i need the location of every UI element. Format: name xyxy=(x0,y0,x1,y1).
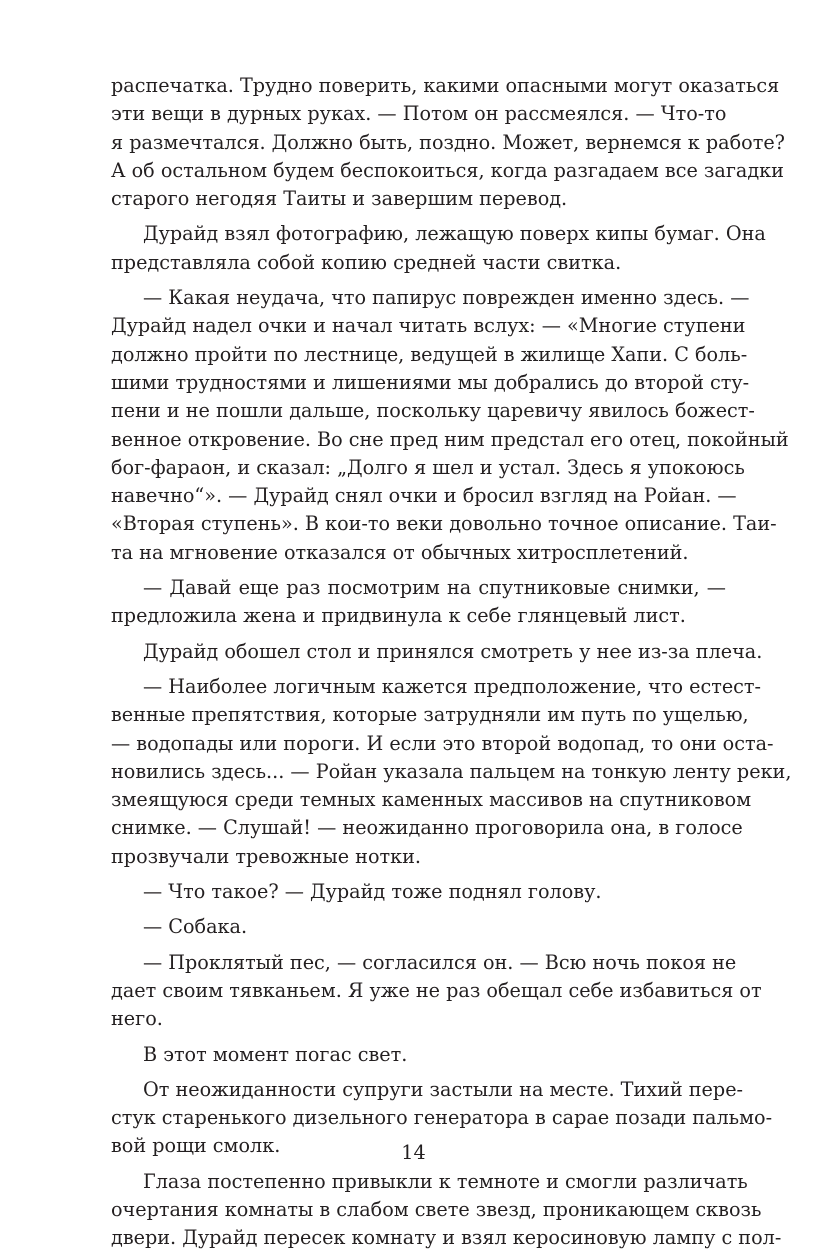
text-line: новились здесь... — Ройан указала пальцем на тонкую ленту реки, xyxy=(111,759,792,783)
paragraph xyxy=(111,1168,782,1253)
text-line: распечатка. Трудно поверить, какими опасными могут оказаться xyxy=(111,74,780,97)
text-line: бог-фараон, и сказал: „Долго я шел и устал. Здесь я упокоюсь xyxy=(111,455,745,479)
text-line: Дурайд взял фотографию, лежащую поверх кипы бумаг. Она xyxy=(143,222,766,246)
text-line: снимке. — Слушай! — неожиданно проговорила она, в голосе xyxy=(111,816,743,840)
text-line: стук старенького дизельного генератора в сарае позади пальмо- xyxy=(111,1106,773,1130)
text-line: — Давай еще раз посмотрим на спутниковые снимки, — xyxy=(143,576,726,600)
text-line: А об остальном будем беспокоиться, когда разгадаем все загадки xyxy=(111,158,784,182)
text-line: предложила жена и придвинула к себе глянцевый лист. xyxy=(111,604,686,628)
paragraph xyxy=(111,673,792,871)
paragraph-gap xyxy=(111,277,726,284)
text-line: — Проклятый пес, — согласился он. — Всю ночь покоя не xyxy=(143,950,737,974)
paragraph xyxy=(111,284,789,567)
text-line: пени и не пошли дальше, поскольку царевичу явилось божест- xyxy=(111,399,755,423)
paragraph-gap xyxy=(111,1069,726,1076)
text-line: дает своим тявканьем. Я уже не раз обещал себе избавиться от xyxy=(111,978,762,1002)
text-line: должно пройти по лестнице, ведущей в жилище Хапи. С боль- xyxy=(111,342,748,366)
text-line: двери. Дурайд пересек комнату и взял керосиновую лампу с пол- xyxy=(111,1226,782,1250)
text-line: — Собака. xyxy=(143,915,248,939)
text-line: Дурайд обошел стол и принялся смотреть у нее из-за плеча. xyxy=(143,639,763,663)
text-line: представляла собой копию средней части свитка. xyxy=(111,250,622,274)
paragraph xyxy=(111,72,785,213)
paragraph-gap xyxy=(111,213,726,220)
text-line: венные препятствия, которые затрудняли им путь по ущелью, xyxy=(111,703,749,727)
paragraph-gap xyxy=(111,666,726,673)
text-line: От неожиданности супруги застыли на месте. Тихий пере- xyxy=(143,1077,744,1101)
page-number: 14 xyxy=(401,1141,426,1164)
paragraph-gap xyxy=(111,906,726,913)
text-line: — Какая неудача, что папирус поврежден именно здесь. — xyxy=(143,286,750,310)
text-line: старого негодяя Таиты и завершим перевод. xyxy=(111,187,568,211)
paragraph-gap xyxy=(111,871,726,878)
text-line: эти вещи в дурных руках. — Потом он рассмеялся. — Что-то xyxy=(111,102,727,126)
text-line: змеящуюся среди темных каменных массивов на спутниковом xyxy=(111,788,752,812)
text-line: — Наиболее логичным кажется предположение, что естест- xyxy=(143,674,762,698)
text-line: вой рощи смолк. xyxy=(111,1134,281,1158)
text-line: В этот момент погас свет. xyxy=(143,1042,408,1066)
text-line: шими трудностями и лишениями мы добрались до второй сту- xyxy=(111,370,750,394)
paragraph-gap xyxy=(111,631,726,638)
text-line: — водопады или пороги. И если это второй водопад, то они оста- xyxy=(111,731,774,755)
paragraph xyxy=(111,220,766,277)
text-line: прозвучали тревожные нотки. xyxy=(111,844,421,868)
paragraph xyxy=(111,574,726,631)
body-text xyxy=(111,72,792,1253)
text-line: Дурайд надел очки и начал читать вслух: — «Многие ступени xyxy=(111,314,746,338)
paragraph xyxy=(111,1041,726,1069)
text-line: «Вторая ступень». В кои-то веки довольно точное описание. Таи- xyxy=(111,512,777,536)
paragraph xyxy=(111,878,726,906)
text-line: него. xyxy=(111,1007,163,1031)
paragraph xyxy=(111,949,762,1034)
paragraph-gap xyxy=(111,567,726,574)
paragraph-gap xyxy=(111,942,726,949)
paragraph xyxy=(111,638,763,666)
text-line: очертания комнаты в слабом свете звезд, проникающем сквозь xyxy=(111,1197,762,1221)
text-line: венное откровение. Во сне пред ним предстал его отец, покойный xyxy=(111,427,789,451)
paragraph-gap xyxy=(111,1034,726,1041)
text-line: я размечтался. Должно быть, поздно. Может, вернемся к работе? xyxy=(111,130,785,154)
text-line: Глаза постепенно привыкли к темноте и смогли различать xyxy=(143,1169,748,1193)
paragraph xyxy=(111,913,726,941)
text-line: та на мгновение отказался от обычных хитросплетений. xyxy=(111,540,689,564)
text-line: навечно“». — Дурайд снял очки и бросил взгляд на Ройан. — xyxy=(111,484,737,508)
text-line: — Что такое? — Дурайд тоже поднял голову. xyxy=(143,880,602,904)
